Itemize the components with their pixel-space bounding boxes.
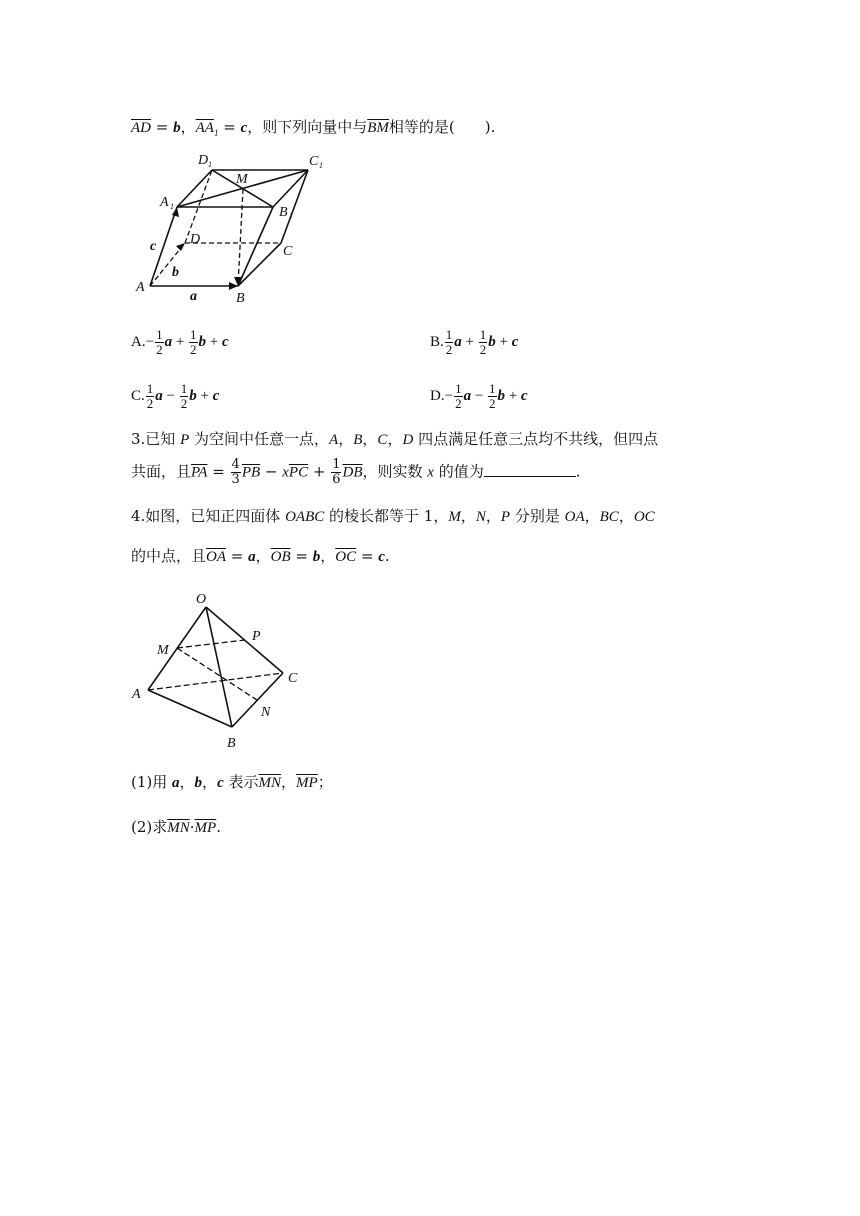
q3-line2: 共面，且$\overline{PA}$ = $\frac{4}{3}$ $\overline{PB} - x\overline{PC}$ + $\frac{1}{6}$ $\overline{DB}$，则实数 x 的值为 . [131,457,581,487]
vector-ad: $\overline{AD}$ [131,120,151,136]
label-N: N [261,705,271,720]
label-D: D [190,232,201,247]
label-D1: D [198,153,209,168]
label-A: A [132,687,141,702]
option-a[interactable]: A.− $\frac{1}{2}$ a + $\frac{1}{2}$ b + c [131,327,229,357]
label-M: M [236,172,248,187]
q3-line1: 3.已知 P 为空间中任意一点，A，B，C，D 四点满足任意三点均不共线，但四点 [131,430,659,448]
label-C: C [288,671,298,686]
label-C: C [283,244,293,259]
label-P: P [252,629,261,644]
svg-text:1: 1 [319,161,323,170]
vector-bm: $\overline{BM}$ [367,120,389,136]
label-A1: A [160,195,169,210]
label-vec-b: b [172,265,179,280]
label-M: M [157,643,169,658]
label-vec-a: a [190,289,197,304]
label-B: B [236,291,245,305]
svg-text:1: 1 [208,160,212,169]
label-A: A [136,280,145,295]
answer-blank[interactable] [484,462,576,477]
option-d[interactable]: D.− $\frac{1}{2}$ a − $\frac{1}{2}$ b + c [430,381,528,411]
q2-header: $\overline{AD} = b$，$\overline{AA}_1 = c$，则下列向量中与$\overline{BM}$相等的是( ). [131,118,496,138]
label-C1: C [309,154,319,169]
q4-line1: 4.如图，已知正四面体 OABC 的棱长都等于 1，M，N，P 分别是 OA，BC，OC [131,507,655,525]
label-B: B [227,736,236,751]
sub-question-1: (1)用 a，b，c 表示$\overline{MN}$，$\overline{MP}$； [131,773,333,791]
label-O: O [196,592,207,607]
svg-text:1: 1 [170,202,174,211]
parallelepiped-figure [128,145,358,305]
label-vec-c: c [150,239,157,254]
option-b[interactable]: B. $\frac{1}{2}$ a + $\frac{1}{2}$ b + c [430,327,519,357]
sub-question-2: (2)求$\overline{MN}\cdot\overline{MP}$. [131,818,221,836]
svg-text:1: 1 [289,211,293,220]
label-B1: B [279,205,288,220]
vector-aa1: $\overline{AA}$ [195,120,214,136]
tetrahedron-figure [126,585,326,755]
option-c[interactable]: C. $\frac{1}{2}$ a − $\frac{1}{2}$ b + c [131,381,220,411]
q4-line2: 的中点，且$\overline{OA} = a$，$\overline{OB} = b$，$\overline{OC} = c$. [131,547,390,565]
